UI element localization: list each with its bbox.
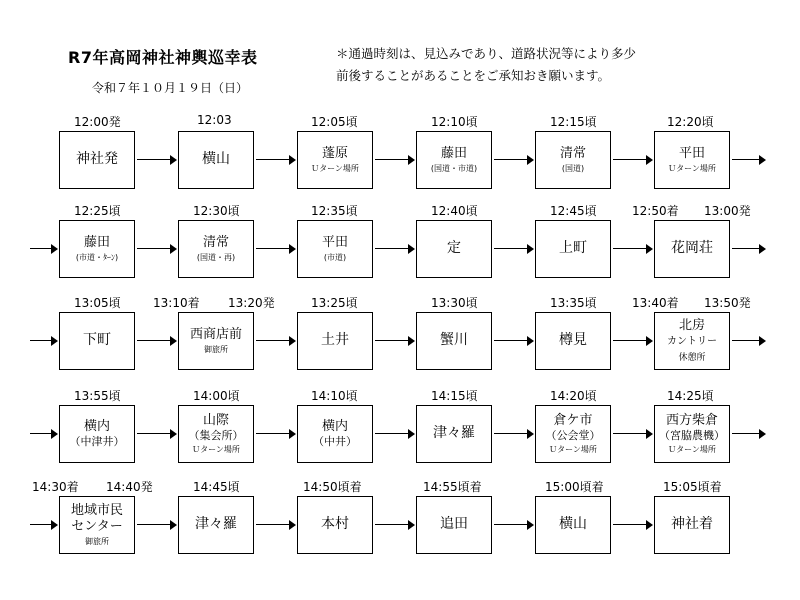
- arrow-line: [494, 433, 528, 434]
- connector-arrow: [137, 520, 177, 530]
- arrow-line: [375, 340, 409, 341]
- stop-note: Ｕターン場所: [668, 164, 716, 174]
- connector-arrow: [137, 429, 177, 439]
- time-label: 12:30頃: [193, 204, 240, 218]
- stop-name: 横山: [559, 516, 587, 533]
- stop-box: [59, 405, 135, 463]
- page-title: R7年高岡神社神輿巡幸表: [68, 48, 258, 67]
- stop-note: Ｕターン場所: [311, 164, 359, 174]
- arrow-head-icon: [51, 520, 58, 530]
- connector-arrow: [375, 244, 415, 254]
- time-label: 15:05頃着: [663, 480, 722, 494]
- time-label: 14:50頃着: [303, 480, 362, 494]
- arrow-line: [375, 159, 409, 160]
- stop-box: [297, 496, 373, 554]
- stop-box: [178, 220, 254, 278]
- stop-name: 清常: [202, 234, 229, 250]
- stop-name: 蟹川: [440, 332, 468, 349]
- incoming-arrow: [30, 244, 58, 254]
- connector-arrow: [375, 155, 415, 165]
- arrow-line: [375, 248, 409, 249]
- stop-name: 平田: [678, 145, 705, 161]
- stop-box: [416, 131, 492, 189]
- outgoing-arrow: [732, 155, 766, 165]
- time-label: 14:25頃: [667, 389, 714, 403]
- arrow-line: [613, 340, 647, 341]
- stop-note: (国道): [561, 164, 585, 174]
- outgoing-arrow: [732, 244, 766, 254]
- arrow-line: [30, 524, 52, 525]
- stop-box: [654, 220, 730, 278]
- stop-note: (市道): [323, 253, 347, 263]
- stop-location: （中津井）: [69, 435, 125, 449]
- arrow-head-icon: [170, 520, 177, 530]
- stop-name: 津々羅: [433, 425, 475, 442]
- arrow-head-icon: [527, 520, 534, 530]
- arrow-head-icon: [51, 429, 58, 439]
- arrow-line: [256, 248, 290, 249]
- arrow-line: [494, 159, 528, 160]
- timing-note-line-1: ＊通過時刻は、見込みであり、道路状況等により多少: [336, 46, 637, 61]
- stop-name: 横内: [321, 419, 348, 434]
- stop-name: 土井: [321, 332, 349, 349]
- connector-arrow: [494, 244, 534, 254]
- time-label: 12:20頃: [667, 115, 714, 129]
- arrow-line: [613, 159, 647, 160]
- arrow-line: [137, 248, 171, 249]
- event-date: 令和７年１０月１９日（日）: [92, 81, 249, 95]
- outgoing-arrow: [732, 336, 766, 346]
- arrow-head-icon: [527, 429, 534, 439]
- stop-box: [297, 405, 373, 463]
- arrow-line: [494, 524, 528, 525]
- arrow-line: [732, 340, 760, 341]
- connector-arrow: [613, 336, 653, 346]
- arrow-head-icon: [408, 244, 415, 254]
- arrow-head-icon: [408, 429, 415, 439]
- connector-arrow: [494, 429, 534, 439]
- connector-arrow: [613, 244, 653, 254]
- arrow-head-icon: [759, 244, 766, 254]
- stop-name-line-2: センター: [71, 519, 123, 534]
- stop-box: [654, 496, 730, 554]
- stop-name: 本村: [321, 516, 349, 533]
- timing-note: [336, 43, 636, 87]
- arrow-line: [30, 248, 52, 249]
- stop-name: 神社発: [76, 151, 118, 168]
- stop-name: 下町: [83, 332, 111, 349]
- stop-box: [535, 131, 611, 189]
- time-label: 14:30着: [32, 480, 79, 494]
- stop-box: [59, 312, 135, 370]
- stop-box: [178, 405, 254, 463]
- arrow-head-icon: [51, 336, 58, 346]
- time-label: 12:03: [197, 113, 232, 127]
- stop-note: 御旅所: [204, 345, 228, 355]
- stop-note: (市道・ﾀｰﾝ): [75, 253, 119, 263]
- arrow-head-icon: [170, 244, 177, 254]
- arrow-line: [732, 248, 760, 249]
- stop-name: 神社着: [671, 516, 713, 533]
- stop-name: 定: [447, 240, 461, 257]
- arrow-head-icon: [408, 336, 415, 346]
- connector-arrow: [613, 155, 653, 165]
- stop-box: [59, 496, 135, 554]
- stop-box: [59, 220, 135, 278]
- arrow-line: [732, 433, 760, 434]
- arrow-line: [375, 524, 409, 525]
- arrow-head-icon: [646, 155, 653, 165]
- stop-box: [416, 220, 492, 278]
- arrow-line: [613, 433, 647, 434]
- arrow-line: [613, 248, 647, 249]
- stop-box: [535, 220, 611, 278]
- time-label: 13:05頃: [74, 296, 121, 310]
- arrow-line: [256, 340, 290, 341]
- arrow-head-icon: [51, 244, 58, 254]
- time-label: 14:45頃: [193, 480, 240, 494]
- stop-name: 追田: [440, 516, 468, 533]
- stop-name: 西方柴倉: [665, 413, 718, 428]
- stop-note: カントリー: [667, 336, 717, 348]
- time-label: 13:00発: [704, 204, 751, 218]
- time-label: 12:25頃: [74, 204, 121, 218]
- stop-box: [535, 496, 611, 554]
- connector-arrow: [256, 155, 296, 165]
- arrow-head-icon: [646, 244, 653, 254]
- stop-location: （集会所）: [188, 429, 244, 443]
- arrow-line: [494, 248, 528, 249]
- arrow-line: [137, 433, 171, 434]
- stop-name: 北房: [678, 318, 705, 333]
- stop-name: 山際: [202, 413, 229, 428]
- time-label: 14:15頃: [431, 389, 478, 403]
- connector-arrow: [613, 520, 653, 530]
- arrow-head-icon: [289, 520, 296, 530]
- stop-box: [535, 312, 611, 370]
- connector-arrow: [613, 429, 653, 439]
- connector-arrow: [137, 155, 177, 165]
- stop-note: Ｕターン場所: [192, 445, 240, 454]
- time-label: 13:40着: [632, 296, 679, 310]
- connector-arrow: [375, 429, 415, 439]
- arrow-line: [732, 159, 760, 160]
- arrow-head-icon: [527, 244, 534, 254]
- arrow-head-icon: [646, 429, 653, 439]
- arrow-line: [256, 433, 290, 434]
- stop-note: Ｕターン場所: [668, 445, 716, 454]
- connector-arrow: [375, 520, 415, 530]
- arrow-head-icon: [646, 336, 653, 346]
- stop-name: 地域市民: [70, 502, 123, 518]
- arrow-line: [256, 524, 290, 525]
- time-label: 13:30頃: [431, 296, 478, 310]
- time-label: 14:00頃: [193, 389, 240, 403]
- time-label: 15:00頃着: [545, 480, 604, 494]
- stop-name: 平田: [321, 234, 348, 250]
- arrow-head-icon: [759, 429, 766, 439]
- arrow-line: [137, 340, 171, 341]
- connector-arrow: [494, 155, 534, 165]
- stop-note-2: 休憩所: [678, 352, 706, 363]
- stop-box: [416, 496, 492, 554]
- connector-arrow: [494, 336, 534, 346]
- arrow-head-icon: [289, 244, 296, 254]
- arrow-head-icon: [759, 155, 766, 165]
- arrow-head-icon: [289, 429, 296, 439]
- stop-note: Ｕターン場所: [549, 445, 597, 454]
- arrow-head-icon: [646, 520, 653, 530]
- time-label: 12:00発: [74, 115, 121, 129]
- connector-arrow: [256, 520, 296, 530]
- arrow-head-icon: [527, 155, 534, 165]
- stop-note: 御旅所: [85, 537, 109, 547]
- connector-arrow: [137, 244, 177, 254]
- connector-arrow: [137, 336, 177, 346]
- stop-name: 藤田: [83, 234, 110, 250]
- stop-box: [535, 405, 611, 463]
- connector-arrow: [256, 429, 296, 439]
- time-label: 12:40頃: [431, 204, 478, 218]
- stop-box: [654, 405, 730, 463]
- time-label: 12:05頃: [311, 115, 358, 129]
- arrow-line: [494, 340, 528, 341]
- incoming-arrow: [30, 429, 58, 439]
- arrow-line: [30, 433, 52, 434]
- stop-name: 藤田: [440, 145, 467, 161]
- arrow-line: [375, 433, 409, 434]
- stop-location: （宮脇農機）: [659, 429, 725, 443]
- stop-box: [297, 312, 373, 370]
- arrow-line: [30, 340, 52, 341]
- time-label: 12:45頃: [550, 204, 597, 218]
- arrow-head-icon: [759, 336, 766, 346]
- time-label: 12:15頃: [550, 115, 597, 129]
- arrow-line: [137, 524, 171, 525]
- time-label: 12:50着: [632, 204, 679, 218]
- connector-arrow: [494, 520, 534, 530]
- arrow-line: [613, 524, 647, 525]
- stop-name: 横内: [83, 419, 110, 434]
- stop-name: 上町: [559, 240, 587, 257]
- arrow-line: [137, 159, 171, 160]
- time-label: 14:20頃: [550, 389, 597, 403]
- stop-name: 津々羅: [195, 516, 237, 533]
- stop-name: 花岡荘: [671, 240, 713, 257]
- arrow-head-icon: [289, 336, 296, 346]
- stop-name: 倉ケ市: [553, 413, 593, 428]
- arrow-head-icon: [170, 336, 177, 346]
- time-label: 12:10頃: [431, 115, 478, 129]
- stop-box: [178, 131, 254, 189]
- outgoing-arrow: [732, 429, 766, 439]
- arrow-head-icon: [170, 155, 177, 165]
- stop-box: [178, 312, 254, 370]
- stop-note: (国道・市道): [430, 164, 478, 174]
- time-label: 14:55頃着: [423, 480, 482, 494]
- stop-location: （中井）: [313, 435, 357, 449]
- stop-box: [416, 312, 492, 370]
- arrow-head-icon: [408, 155, 415, 165]
- stop-name: 横山: [202, 151, 230, 168]
- incoming-arrow: [30, 520, 58, 530]
- time-label: 13:25頃: [311, 296, 358, 310]
- stop-box: [297, 220, 373, 278]
- stop-box: [654, 312, 730, 370]
- stop-name: 蓬原: [321, 145, 348, 161]
- incoming-arrow: [30, 336, 58, 346]
- time-label: 14:10頃: [311, 389, 358, 403]
- stop-box: [59, 131, 135, 189]
- time-label: 13:55頃: [74, 389, 121, 403]
- connector-arrow: [375, 336, 415, 346]
- time-label: 14:40発: [106, 480, 153, 494]
- connector-arrow: [256, 244, 296, 254]
- stop-box: [297, 131, 373, 189]
- connector-arrow: [256, 336, 296, 346]
- stop-box: [178, 496, 254, 554]
- timing-note-line-2: 前後することがあることをご承知おき願います。: [336, 68, 611, 83]
- time-label: 13:35頃: [550, 296, 597, 310]
- stop-name: 樽見: [559, 332, 587, 349]
- stop-box: [416, 405, 492, 463]
- arrow-head-icon: [408, 520, 415, 530]
- time-label: 13:20発: [228, 296, 275, 310]
- time-label: 13:10着: [153, 296, 200, 310]
- stop-name: 清常: [559, 145, 586, 161]
- arrow-head-icon: [527, 336, 534, 346]
- time-label: 13:50発: [704, 296, 751, 310]
- time-label: 12:35頃: [311, 204, 358, 218]
- arrow-head-icon: [170, 429, 177, 439]
- arrow-line: [256, 159, 290, 160]
- stop-location: （公会堂）: [545, 429, 601, 443]
- stop-box: [654, 131, 730, 189]
- stop-note: (国道・再): [196, 253, 236, 263]
- arrow-head-icon: [289, 155, 296, 165]
- stop-name: 西商店前: [189, 326, 242, 342]
